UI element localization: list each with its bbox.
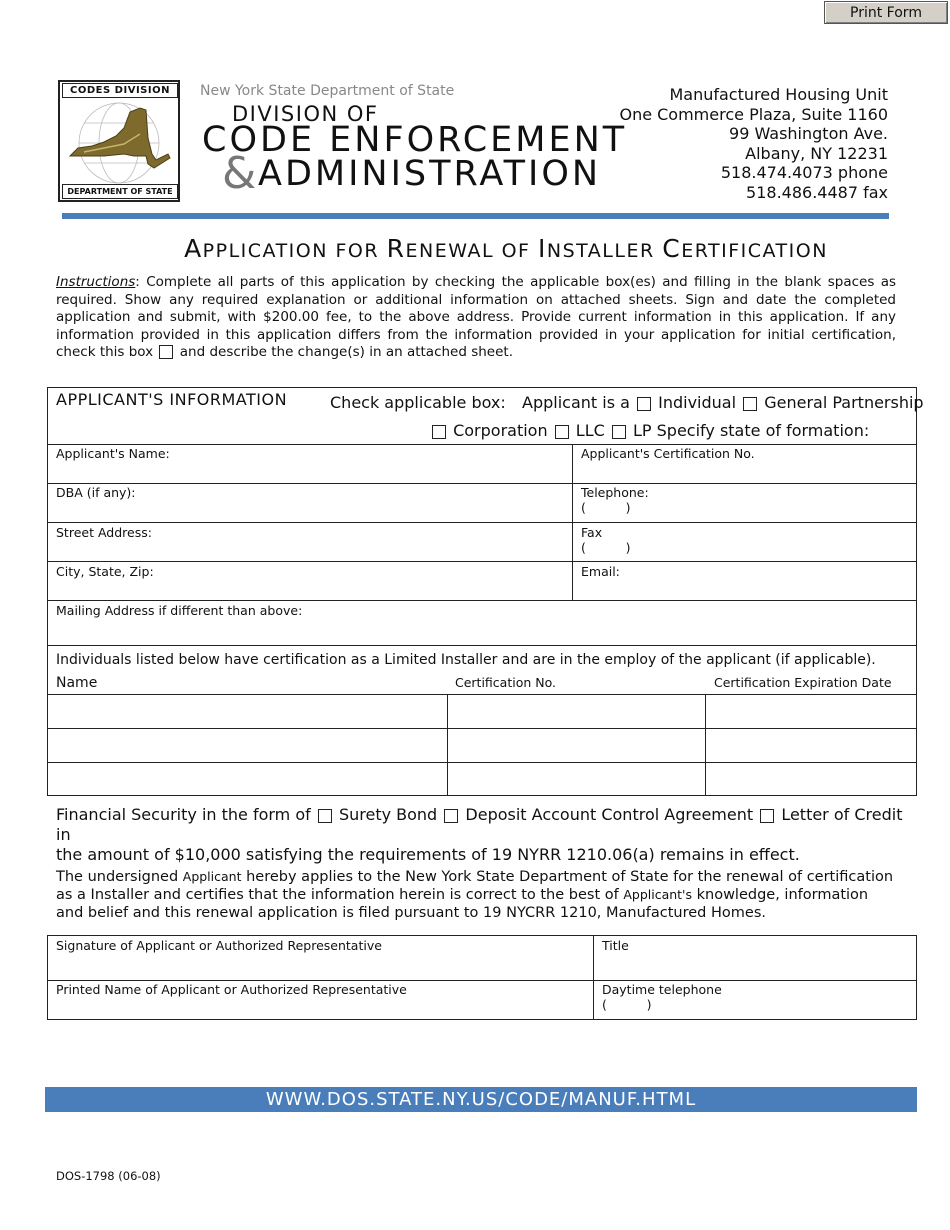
title-field[interactable]: Title (602, 938, 629, 953)
installer-name-cell[interactable] (48, 763, 447, 795)
logo-top-text: CODES DIVISION (62, 83, 178, 98)
check-applicable-label: Check applicable box: (330, 393, 506, 412)
instructions-label: Instructions (56, 274, 136, 290)
street-address-field[interactable]: Street Address: (56, 525, 152, 540)
deposit-account-checkbox[interactable] (444, 809, 458, 823)
form-title: APPLICATION FOR RENEWAL OF INSTALLER CERTIFICATION (184, 234, 828, 263)
applicant-section-label: APPLICANT'S INFORMATION (56, 390, 288, 409)
individual-checkbox[interactable] (637, 397, 651, 411)
corporation-checkbox[interactable] (432, 425, 446, 439)
installer-exp-cell[interactable] (706, 695, 916, 728)
telephone-field[interactable]: Telephone: ( ) (581, 485, 649, 515)
col-name-header: Name (56, 675, 98, 691)
installer-exp-cell[interactable] (706, 729, 916, 762)
address-line: Manufactured Housing Unit (669, 85, 888, 104)
city-state-zip-field[interactable]: City, State, Zip: (56, 564, 154, 579)
header-divider (62, 213, 889, 219)
installer-cert-cell[interactable] (448, 695, 705, 728)
email-field[interactable]: Email: (581, 564, 620, 579)
general-partnership-checkbox[interactable] (743, 397, 757, 411)
financial-security-paragraph: Financial Security in the form of Surety Bond Deposit Account Control Agreement Letter of Credit in the amount of $10,000 satisfying the requirements of 19 NYRR 1210.06(a) remains in effect. (56, 805, 903, 864)
contact-address-block (619, 85, 888, 203)
form-number: DOS-1798 (06-08) (56, 1169, 161, 1183)
mailing-address-field[interactable]: Mailing Address if different than above: (56, 603, 303, 618)
applicant-name-field[interactable]: Applicant's Name: (56, 446, 170, 461)
website-url-link[interactable]: WWW.DOS.STATE.NY.US/CODE/MANUF.HTML (45, 1087, 917, 1112)
address-line: 99 Washington Ave. (729, 124, 888, 144)
surety-bond-checkbox[interactable] (318, 809, 332, 823)
administration-heading: ADMINISTRATION (258, 154, 602, 194)
instructions-paragraph: Instructions: Complete all parts of this application by checking the applicable box(es) and filling in the blank spaces as required. Show any required explanation or additional information on attached sheets. Sign and date the completed application and submit, with $200.00 fee, to the above address. Provide current information in this application. If any information provided in this application differs from the information provided in your application for initial certification, check this box and describe the change(s) in an attached sheet. (56, 274, 896, 360)
installer-cert-cell[interactable] (448, 763, 705, 795)
installer-exp-cell[interactable] (706, 763, 916, 795)
fax-line: 518.486.4487 fax (746, 182, 888, 202)
fax-field[interactable]: Fax ( ) (581, 525, 631, 555)
declaration-paragraph: The undersigned Applicant hereby applies to the New York State Department of State for the renewal of certification as a Installer and certifies that the information herein is correct to the best of Applicant's knowledge, information and belief and this renewal application is filed pursuant to 19 NYCRR 1210, Manufactured Homes. (56, 869, 894, 922)
codes-division-logo (58, 80, 180, 202)
code-enforcement-heading: CODE ENFORCEMENT (202, 120, 628, 160)
phone-line: 518.474.4073 phone (720, 163, 888, 183)
info-changed-checkbox[interactable] (159, 345, 173, 359)
signature-field[interactable]: Signature of Applicant or Authorized Representative (56, 938, 382, 953)
applicant-is-label: Applicant is a Individual General Partnership (522, 393, 924, 412)
col-expiration-header: Certification Expiration Date (714, 675, 892, 690)
division-of-heading: DIVISION OF (232, 102, 379, 126)
department-name: New York State Department of State (200, 83, 455, 99)
daytime-telephone-field[interactable]: Daytime telephone ( ) (602, 982, 722, 1012)
lp-checkbox[interactable] (612, 425, 626, 439)
print-form-button[interactable]: Print Form (824, 1, 948, 24)
dba-field[interactable]: DBA (if any): (56, 485, 136, 500)
address-line: One Commerce Plaza, Suite 1160 (619, 104, 888, 124)
address-line: Albany, NY 12231 (745, 143, 888, 163)
printed-name-field[interactable]: Printed Name of Applicant or Authorized Representative (56, 982, 407, 997)
ampersand-mark: & (222, 148, 257, 199)
entity-type-row: Corporation LLC LP Specify state of formation: (430, 421, 869, 440)
installer-name-cell[interactable] (48, 729, 447, 762)
letter-of-credit-checkbox[interactable] (760, 809, 774, 823)
installers-intro: Individuals listed below have certification as a Limited Installer and are in the employ of the applicant (if applicable). (56, 652, 876, 668)
col-cert-header: Certification No. (455, 675, 557, 690)
logo-bottom-text: DEPARTMENT OF STATE (62, 184, 178, 199)
installer-cert-cell[interactable] (448, 729, 705, 762)
installer-name-cell[interactable] (48, 695, 447, 728)
llc-checkbox[interactable] (555, 425, 569, 439)
ny-state-map-icon (64, 98, 174, 188)
certification-no-field[interactable]: Applicant's Certification No. (581, 446, 755, 461)
